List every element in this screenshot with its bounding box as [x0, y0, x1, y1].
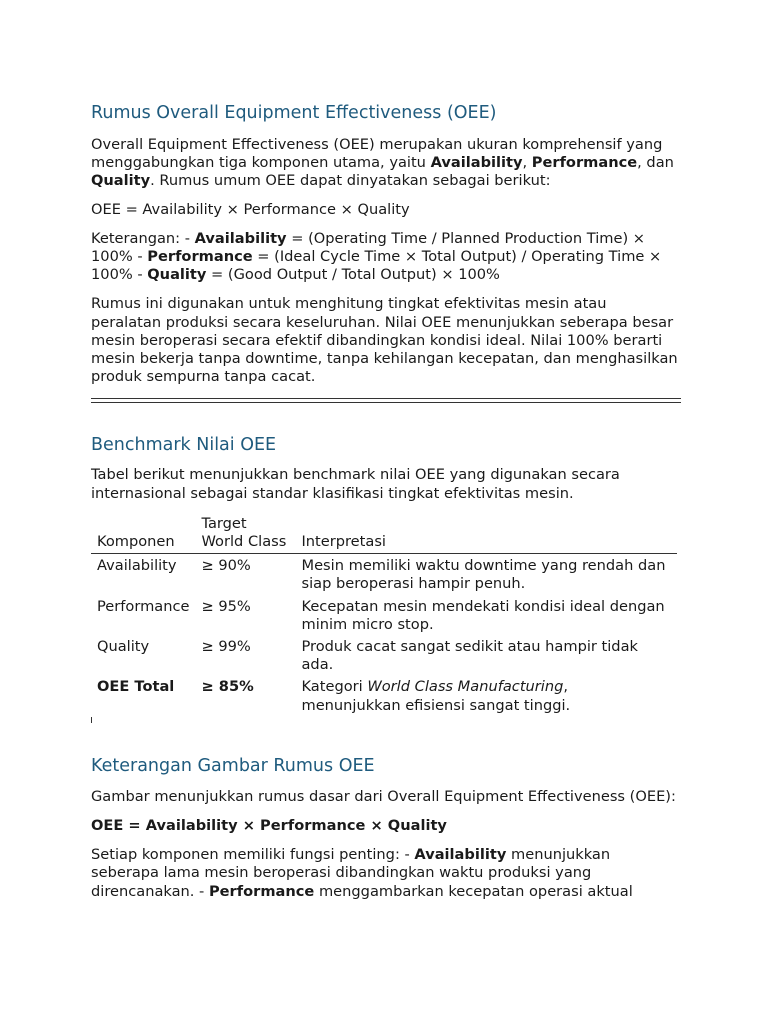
cell-komponen: Availability [97, 557, 177, 575]
cell-komponen: Quality [97, 638, 150, 656]
term-availability: Availability [430, 154, 523, 172]
term-availability: Availability [414, 846, 507, 864]
table-body [91, 554, 677, 717]
cell-interpretasi: Produk cacat sangat sedikit atau hampir tidak ada. [301, 638, 638, 674]
cell-interpretasi: Mesin memiliki waktu downtime yang rendah dan siap beroperasi hampir penuh. [301, 557, 666, 593]
term-performance: Performance [208, 882, 315, 900]
text-run: = (Good Output / Total Output) × 100% [206, 266, 500, 284]
text-run: Kategori [301, 678, 368, 696]
oee-intro-paragraph [91, 136, 681, 191]
term-performance: Performance [531, 154, 638, 172]
cell-target: ≥ 95% [201, 597, 251, 615]
table-header-row [91, 515, 677, 554]
section-heading-rumus-oee: Rumus Overall Equipment Effectiveness (OEE) [91, 103, 497, 123]
term-availability: Availability [194, 229, 287, 247]
term-performance: Performance [147, 248, 253, 266]
gambar-intro-paragraph: Gambar menunjukkan rumus dasar dari Overall Equipment Effectiveness (OEE): [91, 787, 676, 805]
text-run: Overall Equipment Effectiveness (OEE) merupakan ukuran komprehensif yang menggabungkan tiga komponen utama, yaitu [91, 136, 663, 172]
text-run: , dan [637, 154, 674, 172]
text-run: . Rumus umum OEE dapat dinyatakan sebagai berikut: [150, 172, 551, 190]
term-world-class-manufacturing: World Class Manufacturing [367, 678, 564, 696]
term-quality: Quality [147, 266, 207, 284]
term-quality: Quality [91, 172, 151, 190]
text-run: Keterangan: - [91, 229, 195, 247]
text-run: , [522, 154, 532, 172]
column-header-interpretasi: Interpretasi [295, 515, 677, 554]
table-bottom-tick [91, 717, 92, 723]
table-row [91, 554, 677, 596]
document-content [91, 102, 681, 901]
text-run: menunjukkan seberapa lama mesin beroperasi dibandingkan waktu produksi yang direncanakan. - [91, 846, 611, 900]
column-header-komponen: Komponen [91, 515, 195, 554]
table-row [91, 596, 677, 636]
text-run: Setiap komponen memiliki fungsi penting: - [91, 846, 415, 864]
keterangan-paragraph [91, 230, 681, 285]
column-header-target: Target World Class [195, 515, 295, 554]
cell-komponen-total: OEE Total [97, 678, 175, 696]
table-header [91, 515, 677, 554]
oee-description-paragraph: Rumus ini digunakan untuk menghitung tingkat efektivitas mesin atau peralatan produksi secara keseluruhan. Nilai OEE menunjukkan seberapa besar mesin beroperasi secara efektif dibandingkan kondisi ideal. Nilai 100% berarti mesin bekerja tanpa downtime, tanpa kehilangan kecepatan, dan menghasilkan produk sempurna tanpa cacat. [91, 295, 678, 386]
text-run: = (Ideal Cycle Time × Total Output) / Operating Time × 100% - [91, 248, 662, 284]
section-heading-keterangan-gambar: Keterangan Gambar Rumus OEE [91, 755, 375, 776]
text-run: , menunjukkan efisiensi sangat tinggi. [301, 678, 571, 714]
benchmark-intro-paragraph: Tabel berikut menunjukkan benchmark nilai OEE yang digunakan secara internasional sebagai standar klasifikasi tingkat efektivitas mesin. [91, 466, 620, 502]
horizontal-rule [91, 398, 681, 403]
oee-formula: OEE = Availability × Performance × Quality [91, 200, 410, 218]
cell-target-total: ≥ 85% [201, 678, 254, 696]
text-run: menggambarkan kecepatan operasi aktual [314, 882, 633, 900]
text-run: = (Operating Time / Planned Production Time) × 100% - [91, 229, 646, 266]
benchmark-table [91, 515, 677, 717]
oee-formula-bold [91, 817, 681, 835]
cell-interpretasi-total [295, 676, 677, 716]
cell-target: ≥ 90% [201, 557, 251, 575]
table-row [91, 636, 677, 676]
table-row-total [91, 676, 677, 716]
section-heading-benchmark: Benchmark Nilai OEE [91, 435, 277, 456]
komponen-fungsi-paragraph [91, 846, 681, 901]
cell-interpretasi: Kecepatan mesin mendekati kondisi ideal dengan minim micro stop. [301, 597, 665, 633]
formula-text: OEE = Availability × Performance × Quality [91, 817, 447, 835]
cell-komponen: Performance [97, 597, 190, 615]
cell-target: ≥ 99% [201, 638, 251, 656]
